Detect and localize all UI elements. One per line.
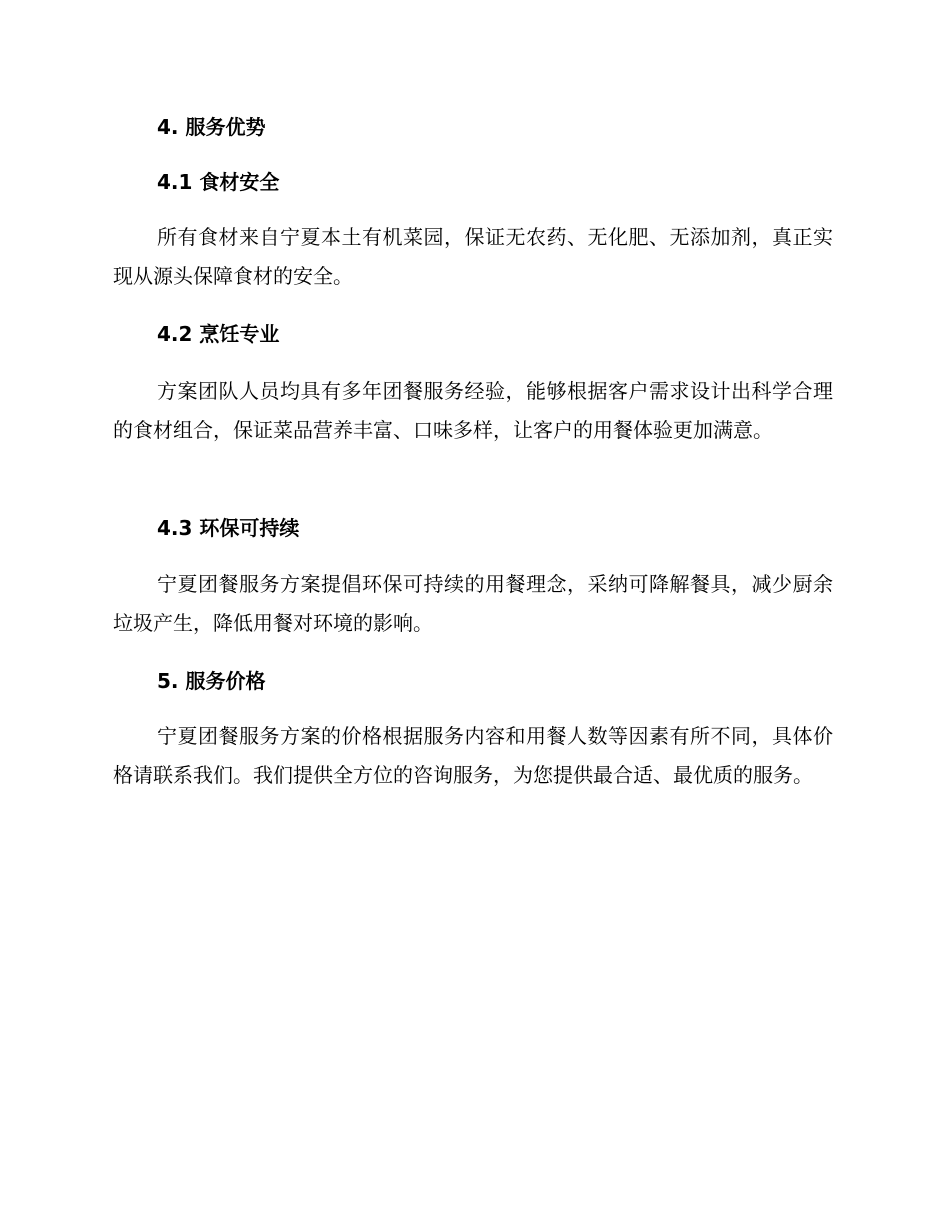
- heading-service-pricing: 5. 服务价格: [157, 669, 266, 693]
- heading-sustainability: 4.3 环保可持续: [157, 516, 300, 540]
- heading-service-advantages: 4. 服务优势: [157, 115, 266, 139]
- paragraph-professional-cooking: 方案团队人员均具有多年团餐服务经验，能够根据客户需求设计出科学合理的食材组合，保证菜品营养丰富、口味多样，让客户的用餐体验更加满意。: [113, 379, 833, 442]
- paragraph-sustainability: 宁夏团餐服务方案提倡环保可持续的用餐理念，采纳可降解餐具，减少厨余垃圾产生，降低用餐对环境的影响。: [113, 572, 833, 635]
- heading-food-safety: 4.1 食材安全: [157, 170, 280, 194]
- paragraph-service-pricing: 宁夏团餐服务方案的价格根据服务内容和用餐人数等因素有所不同，具体价格请联系我们。我们提供全方位的咨询服务，为您提供最合适、最优质的服务。: [113, 724, 833, 787]
- paragraph-food-safety: 所有食材来自宁夏本土有机菜园，保证无农药、无化肥、无添加剂，真正实现从源头保障食材的安全。: [113, 225, 833, 288]
- heading-professional-cooking: 4.2 烹饪专业: [157, 322, 280, 346]
